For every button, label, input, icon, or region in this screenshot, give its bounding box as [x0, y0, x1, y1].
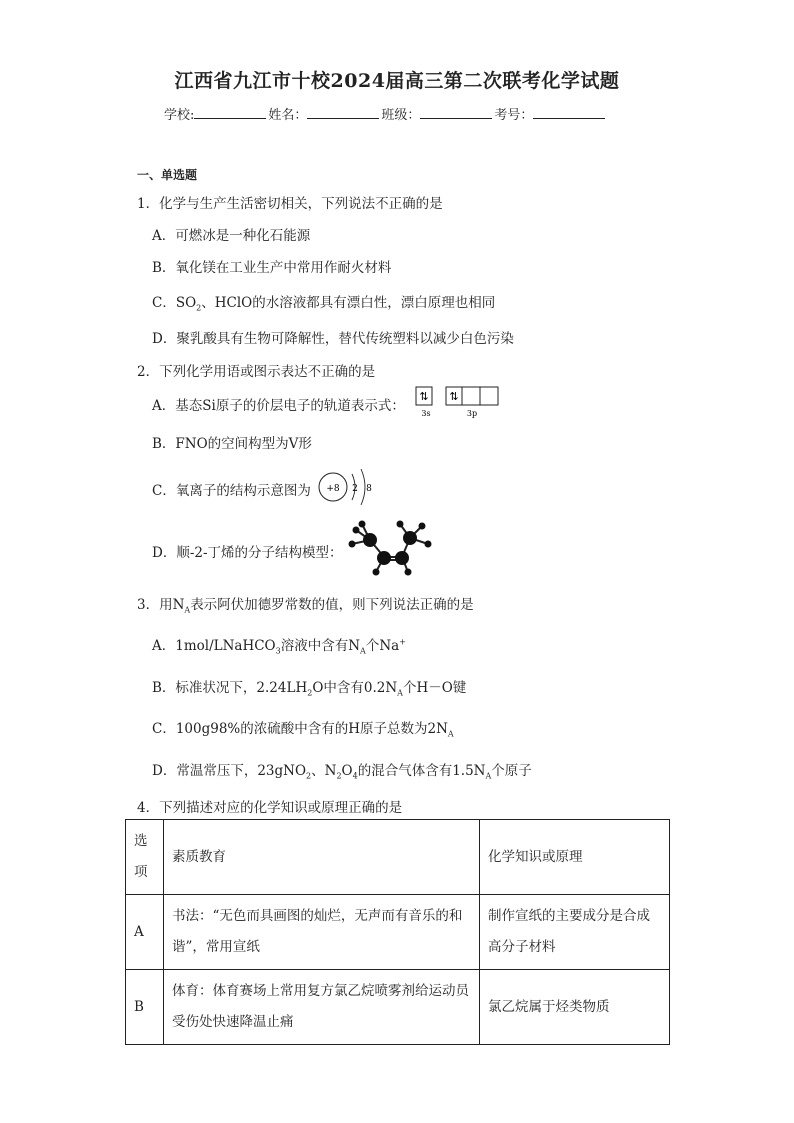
shell-1-electrons: 2: [352, 484, 358, 494]
orbital-label-3p: 3p: [466, 409, 478, 418]
q1-option-c: C．$SO_2$、HClO的水溶液都具有漂白性，漂白原理也相同: [152, 295, 496, 313]
orbital-3p-arrows: ⇅: [449, 390, 459, 403]
school-blank[interactable]: [194, 106, 266, 119]
cis-2-butene-model: [348, 520, 432, 578]
orbital-diagram: [414, 384, 506, 420]
row-a-education: 书法：“无色而具画图的灿烂，无声而有音乐的和谐”，常用宣纸: [164, 895, 480, 970]
number-label: 考号：: [494, 108, 534, 123]
q2-option-c: C．氧离子的结构示意图为: [152, 483, 311, 499]
shell-2-electrons: 8: [366, 484, 372, 494]
q1-option-b: B．氧化镁在工业生产中常用作耐火材料: [152, 260, 392, 276]
class-blank[interactable]: [420, 106, 492, 119]
row-b-education: 体育：体育赛场上常用复方氯乙烷喷雾剂给运动员受伤处快速降温止痛: [164, 970, 480, 1045]
q2-option-a: A．基态Si原子的价层电子的轨道表示式：: [152, 398, 405, 414]
q1-option-d: D．聚乳酸具有生物可降解性，替代传统塑料以减少白色污染: [152, 331, 514, 347]
class-label: 班级：: [381, 108, 421, 123]
orbital-label-3s: 3s: [421, 409, 431, 418]
row-b-knowledge: 氯乙烷属于烃类物质: [480, 970, 670, 1045]
q1-stem: 1．化学与生产生活密切相关，下列说法不正确的是: [137, 196, 443, 212]
number-blank[interactable]: [533, 106, 605, 119]
q1-option-a: A．可燃冰是一种化石能源: [152, 228, 311, 244]
row-a-knowledge: 制作宣纸的主要成分是合成高分子材料: [480, 895, 670, 970]
q4-stem: 4．下列描述对应的化学知识或原理正确的是: [137, 800, 403, 816]
q3-option-d: D．常温常压下，23gNO$_2$、$N_2O_4$的混合气体含有$1.5N_A$个原子: [152, 763, 532, 781]
row-a-option: A: [126, 895, 164, 970]
section-heading: 一、单选题: [137, 168, 198, 182]
header-knowledge: 化学知识或原理: [480, 820, 670, 895]
school-label: 学校:: [164, 108, 195, 123]
q2-option-d: D．顺-2-丁烯的分子结构模型：: [152, 545, 343, 561]
orbital-3s-arrows: ⇅: [419, 390, 429, 403]
q3-stem: 3．用$N_A$表示阿伏加德罗常数的值，则下列说法正确的是: [137, 597, 474, 615]
q2-option-b: B．FNO的空间构型为V形: [152, 436, 312, 452]
q3-option-c: C．100g98%的浓硫酸中含有的H原子总数为$2N_A$: [152, 721, 454, 739]
name-blank[interactable]: [307, 106, 379, 119]
row-b-option: B: [126, 970, 164, 1045]
q3-option-a: A．1mol/LNaHCO$_3$溶液中含有$N_A$个Na+: [152, 637, 406, 656]
table-header-row: [126, 820, 670, 895]
q4-table: [125, 819, 670, 1045]
page-title: 江西省九江市十校2024届高三第二次联考化学试题: [174, 70, 620, 92]
header-education: 素质教育: [164, 820, 480, 895]
oxygen-ion-diagram: [316, 466, 380, 508]
nucleus-charge: +8: [326, 484, 340, 494]
q3-option-b: B．标准状况下，$2.24LH_2O$中含有$0.2N_A$个H－O键: [152, 680, 467, 698]
table-row: [126, 970, 670, 1045]
name-label: 姓名：: [268, 108, 308, 123]
q2-stem: 2．下列化学用语或图示表达不正确的是: [137, 364, 376, 380]
header-option: 选项: [126, 820, 164, 895]
table-row: [126, 895, 670, 970]
student-info-line: [164, 104, 607, 123]
